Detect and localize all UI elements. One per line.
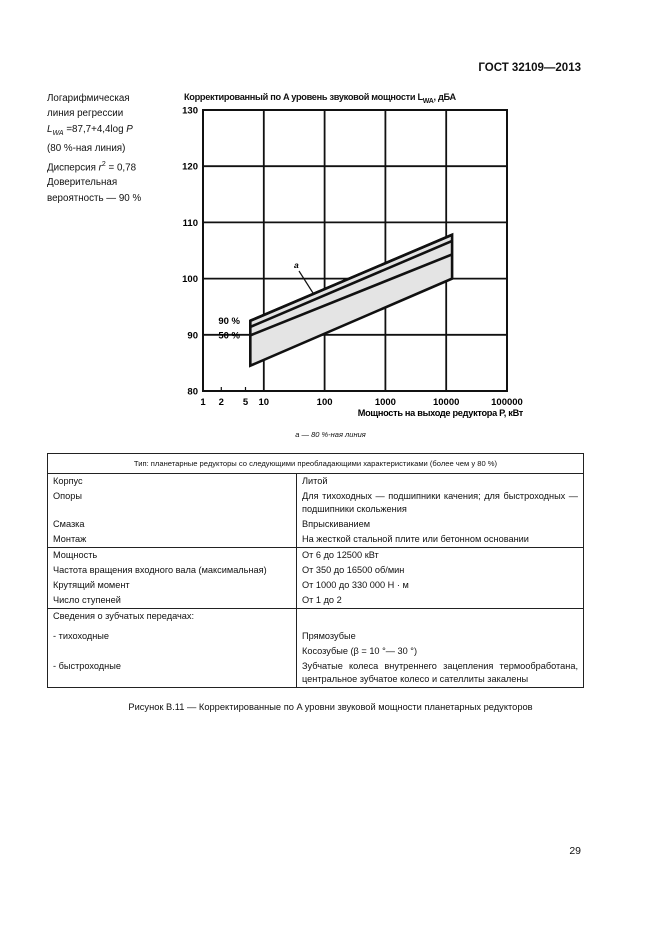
table-row (48, 624, 584, 644)
x-tick-label: 1 (200, 397, 206, 408)
y-tick-label: 80 (187, 386, 198, 398)
y-tick-label: 110 (182, 217, 198, 229)
table-cell-value: От 1000 до 330 000 Н · м (302, 580, 409, 590)
table-cell-key: Мощность (48, 548, 297, 564)
y-tick-label: 120 (182, 161, 198, 173)
note-dispersion: Дисперсия $r^2 = 0,78$ (47, 160, 137, 173)
note-line-4: (80 %-ная линия) (47, 143, 126, 155)
table-row (48, 548, 584, 564)
table-cell-value: Косозубые (β = 10 °— 30 °) (302, 646, 418, 656)
y-tick-label: 90 (187, 330, 198, 342)
table-cell-key: Крутящий момент (48, 578, 297, 593)
figure-caption: Рисунок В.11 — Корректированные по A уровни звуковой мощности планетарных редукторов (128, 702, 533, 712)
table-row (48, 593, 584, 609)
label-90: 90 % (218, 315, 240, 327)
page-number: 29 (569, 845, 581, 857)
x-axis-label: Мощность на выходе редуктора P, кВт (357, 408, 523, 418)
table-cell-key: Монтаж (48, 532, 297, 548)
x-tick-label: 100 (316, 397, 333, 408)
table-cell-value: На жесткой стальной плите или бетонном основании (302, 534, 529, 544)
label-50: 50 % (218, 330, 240, 342)
x-tick-label: 2 (218, 397, 224, 408)
standard-code: ГОСТ 32109—2013 (478, 62, 581, 74)
table-row (48, 659, 584, 688)
sound-power-chart (0, 0, 661, 430)
table-cell-key: - тихоходные (48, 624, 297, 644)
table-row (48, 563, 584, 578)
characteristics-table (47, 453, 584, 688)
x-tick-label: 100000 (491, 397, 523, 408)
table-cell-key (48, 644, 297, 659)
table-cell-key: Опоры (48, 489, 297, 517)
table-cell-key: Сведения о зубчатых передачах: (48, 609, 297, 625)
table-cell-value: Зубчатые колеса внутреннего зацепления термообработана, центральное зубчатое колесо и сателлиты закалены (302, 661, 578, 684)
label-a-leader (299, 271, 313, 293)
table-row (48, 578, 584, 593)
legend-note: a — 80 %-ная линия (295, 430, 366, 439)
table-cell-value: Впрыскиванием (302, 519, 371, 529)
table-row (48, 489, 584, 517)
table-cell-key: Число ступеней (48, 593, 297, 609)
table-cell-value: Для тихоходных — подшипники качения; для быстроходных — подшипники скольжения (302, 491, 578, 514)
table-cell-key: Смазка (48, 517, 297, 532)
table-cell-value: Прямозубые (302, 631, 356, 641)
note-line-2: линия регрессии (47, 108, 124, 120)
note-formula: $L_{WA} =87,7+4,4\log$ P (47, 123, 133, 137)
table-title: Тип: планетарные редукторы со следующими преобладающими характеристиками (более чем у 80 %) (48, 454, 584, 474)
table-cell-value: От 6 до 12500 кВт (297, 548, 584, 564)
table-cell-value (297, 609, 584, 625)
y-tick-label: 130 (182, 105, 198, 117)
chart-title: Корректированный по A уровень звуковой мощности $L_{WA}$, дБА (184, 92, 456, 105)
note-line-1: Логарифмическая (47, 93, 130, 104)
table-cell-key: Корпус (48, 474, 297, 490)
table-row (48, 644, 584, 659)
table-row (48, 609, 584, 625)
note-line-7: вероятность — 90 % (47, 192, 142, 204)
table-row (48, 474, 584, 490)
table-row (48, 517, 584, 532)
table-cell-value: Литой (302, 476, 328, 486)
label-a: a (294, 260, 299, 270)
note-line-6: Доверительная (47, 177, 118, 189)
x-tick-label: 1000 (374, 397, 396, 408)
x-tick-label: 10 (258, 397, 270, 408)
y-tick-label: 100 (182, 274, 198, 286)
table-row (48, 532, 584, 548)
table-cell-key: - быстроходные (48, 659, 297, 688)
x-tick-label: 10000 (432, 397, 460, 408)
table-cell-value: От 1 до 2 (302, 595, 342, 605)
plot-frame (203, 110, 507, 391)
table-cell-key: Частота вращения входного вала (максимальная) (48, 563, 297, 578)
x-tick-label: 5 (242, 397, 249, 408)
table-cell-value: От 350 до 16500 об/мин (302, 565, 405, 575)
